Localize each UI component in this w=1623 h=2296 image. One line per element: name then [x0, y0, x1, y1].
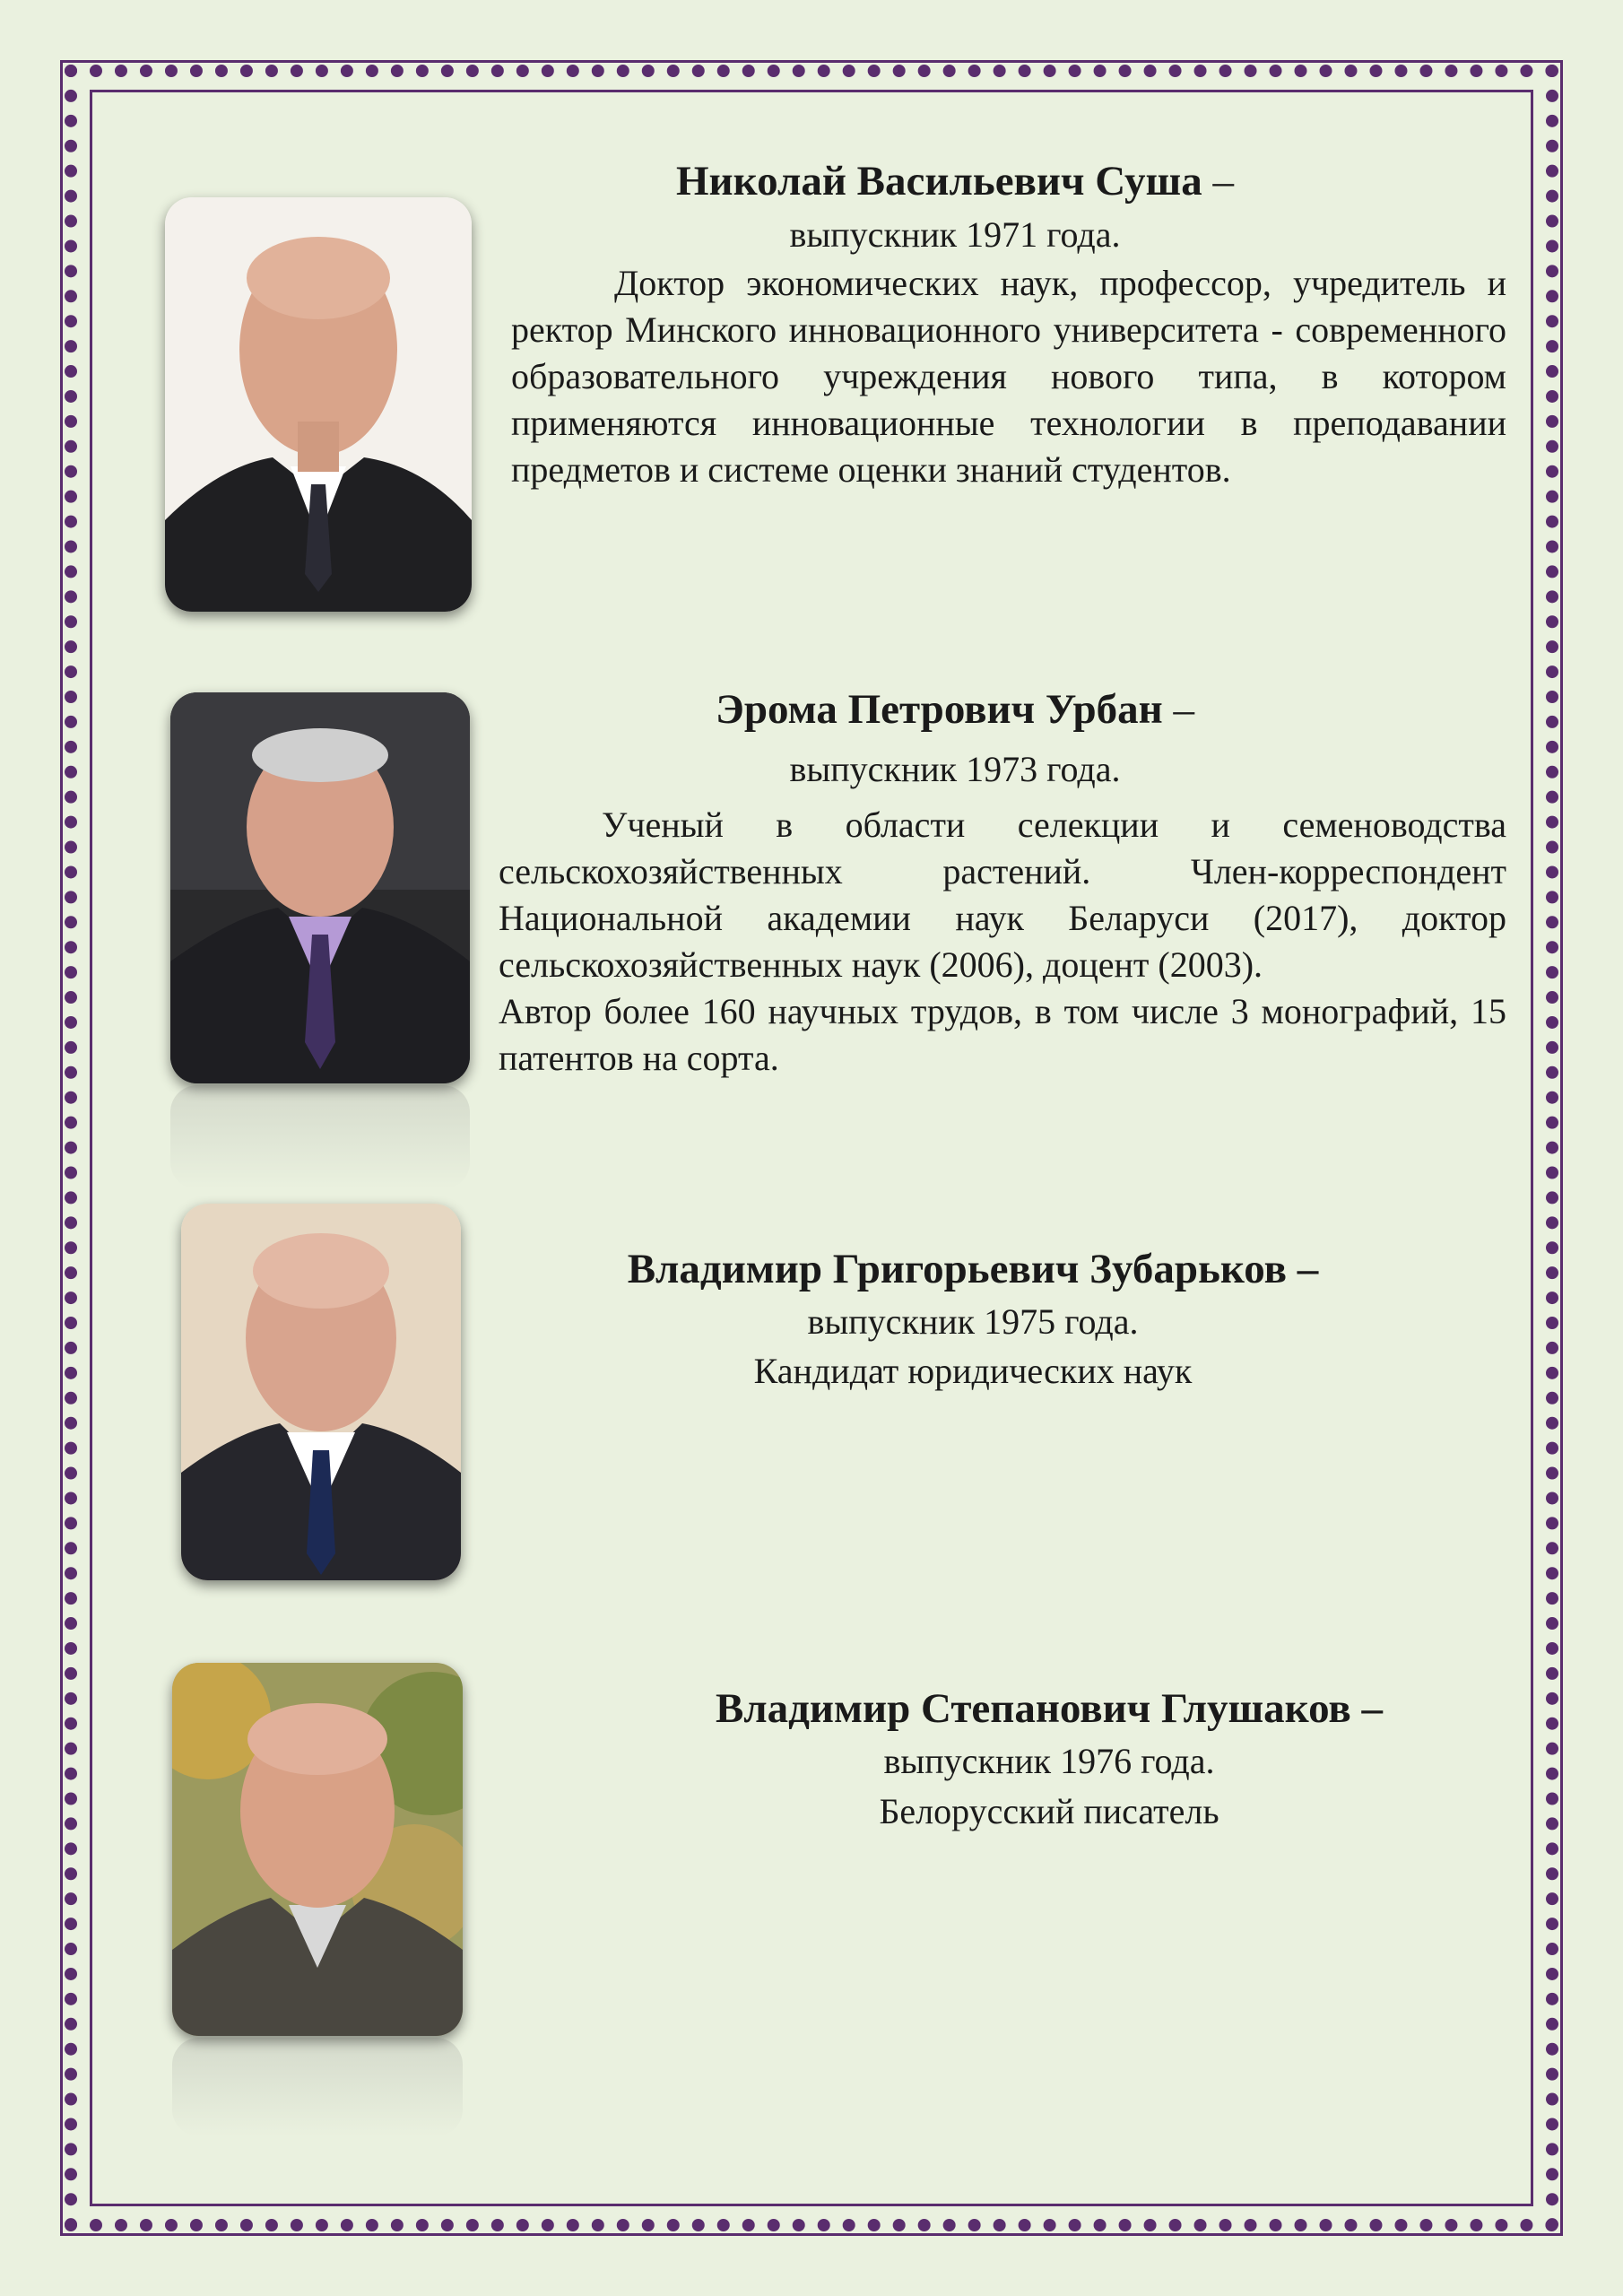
portrait-reflection — [170, 1085, 470, 1189]
description-text: Доктор экономических наук, профессор, учредитель и ректор Минского инновационного университета - современного образовательного учреждения нового типа, в котором применяются инновационные технологии в преподавании предметов и системе оценки знаний студентов. — [511, 263, 1506, 490]
graduation-year: выпускник 1971 года. — [789, 214, 1121, 255]
portrait-image — [170, 692, 470, 1083]
person-description: Кандидат юридических наук — [753, 1351, 1193, 1391]
person-name — [502, 1245, 1444, 1293]
portrait-image — [165, 197, 472, 612]
name-dash: – — [1202, 158, 1234, 204]
person-name-text: Владимир Степанович Глушаков – — [715, 1685, 1384, 1732]
person-name-text: Владимир Григорьевич Зубарьков – — [627, 1246, 1319, 1292]
portrait-photo-urban — [170, 692, 470, 1083]
person-name — [516, 157, 1394, 205]
person-name — [556, 1684, 1542, 1733]
name-dash: – — [1162, 686, 1194, 733]
graduation-year: выпускник 1976 года. — [883, 1741, 1215, 1781]
description-text: Ученый в области селекции и семеноводства сельскохозяйственных растений. Член-корреспондент Национальной академии наук Беларуси (2017), доктор сельскохозяйственных наук (2006), доцент (2003). — [499, 804, 1506, 985]
person-description — [511, 260, 1506, 493]
person-name — [502, 685, 1408, 734]
graduation-year: выпускник 1975 года. — [807, 1301, 1139, 1342]
portrait-image — [172, 1663, 463, 2036]
description-text: Автор более 160 научных трудов, в том числе 3 монографий, 15 патентов на сорта. — [499, 991, 1506, 1078]
portrait-photo-susha — [165, 197, 472, 612]
graduation-year: выпускник 1973 года. — [789, 749, 1121, 789]
person-name-text: Николай Васильевич Суша — [676, 158, 1202, 204]
portrait-photo-zubarkov — [181, 1204, 461, 1580]
person-description: Белорусский писатель — [879, 1791, 1219, 1831]
portrait-image — [181, 1204, 461, 1580]
portrait-reflection — [172, 2038, 463, 2136]
person-description-extra — [499, 988, 1506, 1082]
portrait-photo-glushakov — [172, 1663, 463, 2036]
person-description — [499, 802, 1506, 988]
person-name-text: Эрома Петрович Урбан — [716, 686, 1163, 733]
